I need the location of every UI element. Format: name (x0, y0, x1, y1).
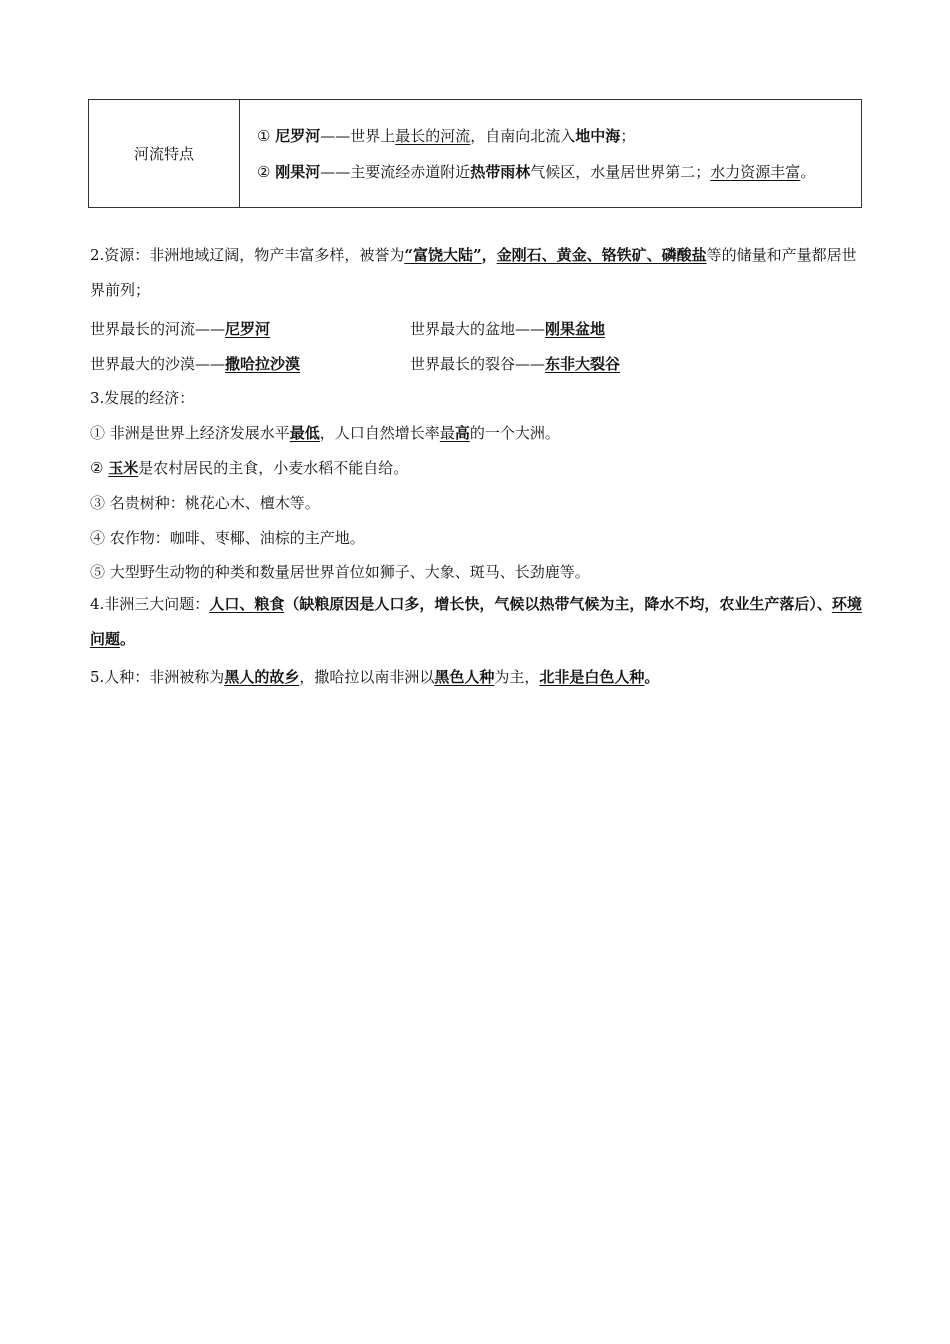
resources-comma: ， (481, 246, 497, 264)
problems-population-food: 人口、粮食 (209, 595, 285, 613)
problems-cause: （缺粮原因是人口多，增长快，气候以热带气候为主，降水不均，农业生产落后）、 (284, 595, 832, 613)
section-problems: 4.非洲三大问题：人口、粮食（缺粮原因是人口多，增长快，气候以热带气候为主，降水不均，农业生产落后）、环境问题。 (90, 595, 862, 648)
resources-minerals: 金刚石、黄金、铬铁矿、磷酸盐 (496, 246, 707, 264)
congo-number: ② (257, 162, 271, 181)
nile-number: ① (257, 126, 271, 145)
resources-nickname: “富饶大陆” (404, 246, 482, 264)
economy-item-5: ⑤ 大型野生动物的种类和数量居世界首位如狮子、大象、斑马、长劲鹿等。 (90, 563, 590, 581)
nile-sea: 地中海 (575, 126, 621, 145)
economy-item-4: ④ 农作物：咖啡、枣椰、油棕的主产地。 (90, 529, 365, 547)
nile-text-2: ，自南向北流入 (470, 126, 576, 145)
nile-row (249, 118, 853, 154)
nile-end: ； (620, 126, 636, 145)
economy-item-3: ③ 名贵树种：桃花心木、檀木等。 (90, 494, 320, 512)
economy-item-1: ① 非洲是世界上经济发展水平最低，人口自然增长率最高的一个大洲。 (90, 424, 560, 442)
fact-longest-rift: 世界最长的裂谷——东非大裂谷 (410, 355, 621, 373)
congo-forest: 热带雨林 (470, 162, 531, 181)
section-race: 5.人种：非洲被称为黑人的故乡，撒哈拉以南非洲以黑色人种为主，北非是白色人种。 (90, 668, 660, 686)
congo-text-2: 气候区，水量居世界第二； (530, 162, 711, 181)
nile-longest: 最长的河流 (395, 126, 471, 145)
congo-text-1: ——主要流经赤道附近 (320, 162, 471, 181)
resources-text-1: 2.资源：非洲地域辽阔，物产丰富多样，被誉为 (90, 246, 405, 264)
table-header-cell: 河流特点 (89, 100, 240, 208)
problems-environment: 环境问题 (90, 595, 862, 648)
nile-text-1: ——世界上 (320, 126, 396, 145)
river-features-table (88, 99, 862, 208)
fact-longest-river: 世界最长的河流——尼罗河 (90, 320, 271, 338)
section-resources (90, 238, 862, 308)
congo-end: 。 (800, 162, 816, 181)
fact-largest-desert: 世界最大的沙漠——撒哈拉沙漠 (90, 355, 301, 373)
nile-name: 尼罗河 (275, 126, 321, 145)
resources-text-2: 等的储量和产量都居世界前列； (90, 246, 857, 299)
fact-largest-basin: 世界最大的盆地——刚果盆地 (410, 320, 606, 338)
economy-item-2: ② 玉米是农村居民的主食，小麦水稻不能自给。 (90, 459, 409, 477)
section-economy-title: 3.发展的经济： (90, 389, 195, 407)
congo-hydro: 水力资源丰富 (710, 162, 801, 181)
congo-row (249, 154, 853, 190)
table-content-cell (240, 100, 862, 208)
congo-name: 刚果河 (275, 162, 321, 181)
